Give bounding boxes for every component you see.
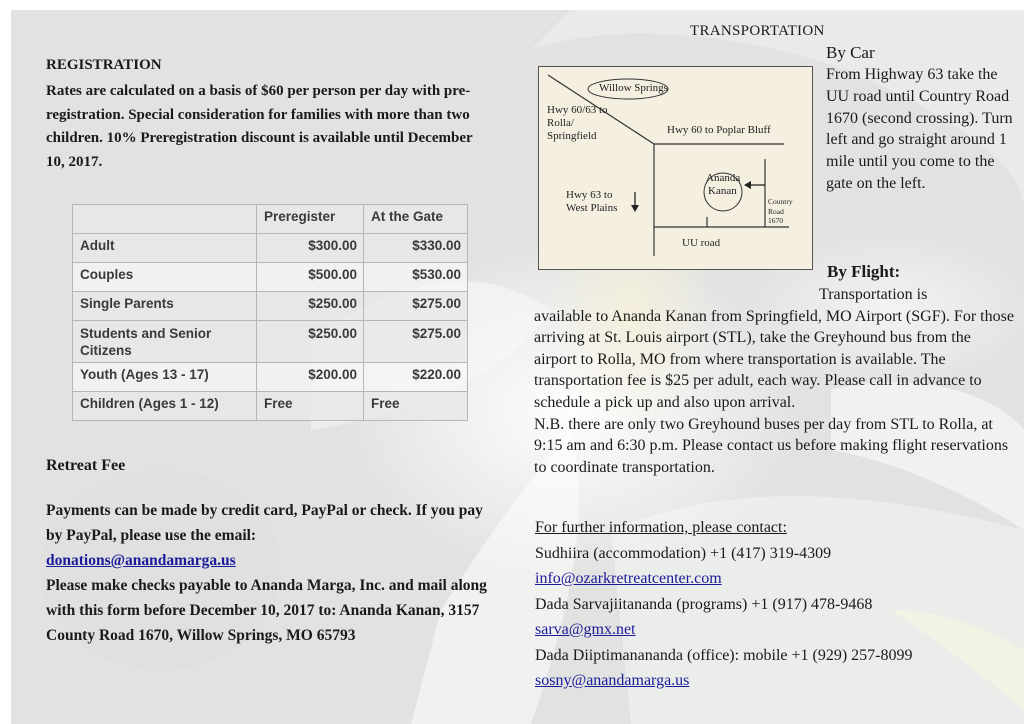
by-flight-title: By Flight: (827, 262, 901, 281)
row-category: Adult (73, 234, 257, 263)
table-header-gate: At the Gate (364, 205, 468, 234)
map-label-kanan: Kanan (708, 185, 737, 197)
contact-section (535, 515, 1015, 694)
contact-heading: For further information, please contact: (535, 519, 787, 536)
row-gate: $330.00 (364, 234, 468, 263)
row-gate: $275.00 (364, 321, 468, 363)
row-preregister: $250.00 (257, 321, 364, 363)
payment-info (46, 498, 496, 648)
by-car-title: By Car (826, 43, 875, 62)
flight-first-line: Transportation is (819, 286, 928, 303)
map-label-willow-springs: Willow Springs (599, 82, 668, 94)
table-row (73, 292, 468, 321)
map-label-west-plains: West Plains (566, 202, 618, 214)
map-label-country: Country (768, 197, 793, 206)
row-category: Students and Senior Citizens (73, 321, 257, 363)
contact-email-office[interactable]: sosny@anandamarga.us (535, 672, 690, 689)
row-preregister: $300.00 (257, 234, 364, 263)
table-row (73, 234, 468, 263)
table-row (73, 263, 468, 292)
table-header-row (73, 205, 468, 234)
arrow-down-head-icon (631, 205, 639, 212)
table-header-preregister: Preregister (257, 205, 364, 234)
row-category: Youth (Ages 13 - 17) (73, 363, 257, 392)
row-gate: $275.00 (364, 292, 468, 321)
contact-email-accommodation[interactable]: info@ozarkretreatcenter.com (535, 570, 722, 587)
row-preregister: Free (257, 392, 364, 421)
nb-note: N.B. there are only two Greyhound buses per day from STL to Rolla, at 9:15 am and 6:30 p.m. Please contact us before making flight reservations to coordinate transportation. (534, 415, 1009, 476)
registration-title: REGISTRATION (46, 57, 162, 73)
paypal-email-link[interactable]: donations@anandamarga.us (46, 552, 236, 569)
table-row (73, 392, 468, 421)
contact-email-programs[interactable]: sarva@gmx.net (535, 621, 636, 638)
row-preregister: $250.00 (257, 292, 364, 321)
map-roads (539, 67, 812, 269)
row-category: Single Parents (73, 292, 257, 321)
row-gate: $220.00 (364, 363, 468, 392)
contact-line-office: Dada Diiptimanananda (office): mobile +1 (929) 257-8099 (535, 646, 913, 664)
map-label-ananda: Ananda (706, 172, 741, 184)
brochure-page (11, 10, 1024, 724)
payment-text: Payments can be made by credit card, PayPal or check. If you pay by PayPal, please use the email: (46, 502, 483, 544)
checks-text: Please make checks payable to Ananda Marga, Inc. and mail along with this form before December 10, 2017 to: Ananda Kanan, 3157 County Road 1670, Willow Springs, MO 65793 (46, 577, 487, 644)
row-category: Couples (73, 263, 257, 292)
table-row (73, 363, 468, 392)
rates-table (72, 204, 468, 421)
retreat-fee-title: Retreat Fee (46, 457, 126, 474)
row-gate: Free (364, 392, 468, 421)
table-header-blank (73, 205, 257, 234)
map-label-hwy-60-63: Hwy 60/63 to (547, 104, 608, 116)
map-label-rolla: Rolla/ (547, 117, 574, 129)
row-category: Children (Ages 1 - 12) (73, 392, 257, 421)
map-label-road: Road (768, 207, 784, 216)
map-label-hwy-60: Hwy 60 to Poplar Bluff (667, 124, 771, 136)
row-gate: $530.00 (364, 263, 468, 292)
by-flight-text (534, 284, 1014, 478)
by-car-text: From Highway 63 take the UU road until Country Road 1670 (second crossing). Turn left and go straight around 1 mile until you come to the gate on the left. (826, 66, 1013, 192)
row-preregister: $500.00 (257, 263, 364, 292)
arrow-left-head-icon (744, 181, 751, 189)
table-row (73, 321, 468, 363)
map-label-hwy-63: Hwy 63 to (566, 189, 613, 201)
directions-map (538, 66, 813, 270)
row-preregister: $200.00 (257, 363, 364, 392)
registration-body: Rates are calculated on a basis of $60 per person per day with pre-registration. Special consideration for families with more than two children. 10% Preregistration discount is available until December 10, 2017. (46, 83, 473, 170)
map-label-uu-road: UU road (682, 237, 721, 249)
transportation-title: TRANSPORTATION (690, 23, 825, 39)
flight-details: available to Ananda Kanan from Springfield, MO Airport (SGF). For those arriving at St. Louis airport (STL), take the Greyhound bus from the airport to Rolla, MO from where transportation is available. The transportation fee is $25 per adult, each way. Please call in advance to schedule a pick up and also upon arrival. (534, 307, 1014, 411)
contact-line-accommodation: Sudhiira (accommodation) +1 (417) 319-4309 (535, 544, 832, 562)
map-label-springfield: Springfield (547, 130, 597, 142)
contact-line-programs: Dada Sarvajiitananda (programs) +1 (917) 478-9468 (535, 595, 873, 613)
map-label-road-number: 1670 (768, 216, 783, 225)
